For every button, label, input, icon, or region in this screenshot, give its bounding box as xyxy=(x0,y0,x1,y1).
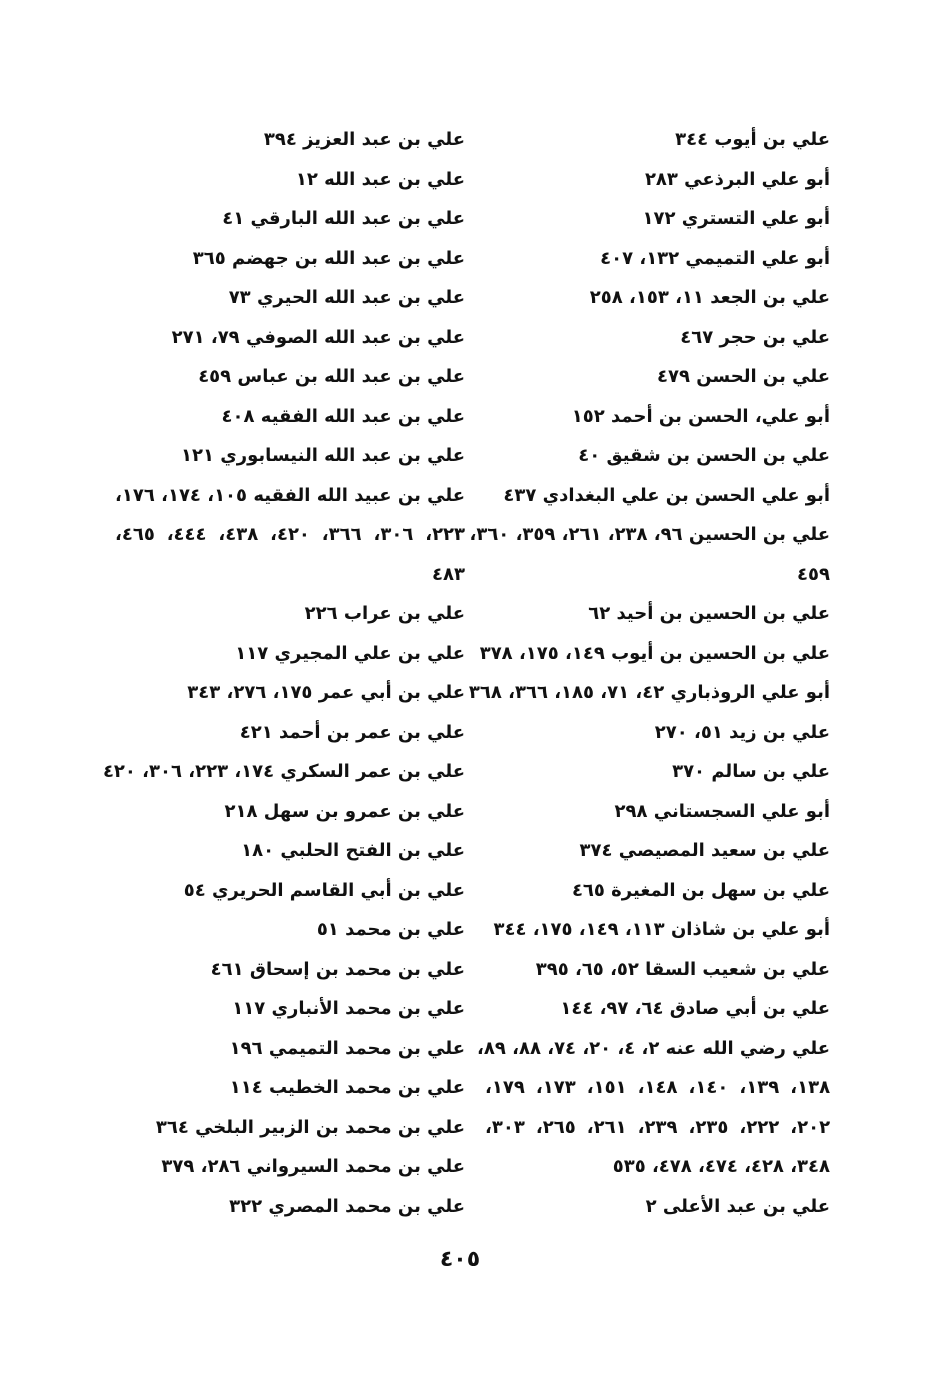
index-entry: علي بن الحسين بن أيوب ١٤٩، ١٧٥، ٣٧٨ xyxy=(479,642,830,664)
index-entry-continuation: ٤٥٩ xyxy=(797,563,830,585)
index-entry-continuation: ٢٢٣، ٣٠٦، ٣٦٦، ٤٢٠، ٤٣٨، ٤٤٤، ٤٦٥، xyxy=(115,524,466,545)
index-entry-continuation: ١٣٨، ١٣٩، ١٤٠، ١٤٨، ١٥١، ١٧٣، ١٧٩، xyxy=(485,1077,831,1098)
index-entry: علي بن أيوب ٣٤٤ xyxy=(675,129,830,150)
index-entry: علي بن سعيد المصيصي ٣٧٤ xyxy=(579,840,830,861)
index-entry: علي بن أبي عمر ١٧٥، ٢٧٦، ٣٤٣ xyxy=(187,682,465,703)
index-entry-continuation: ٢٠٢، ٢٢٢، ٢٣٥، ٢٣٩، ٢٦١، ٢٦٥، ٣٠٣، xyxy=(485,1116,831,1138)
index-entry: علي بن عبد الله الحيري ٧٣ xyxy=(228,287,465,308)
index-entry: علي بن الفتح الحلبي ١٨٠ xyxy=(241,840,465,861)
page-number: ٤٠٥ xyxy=(439,1247,481,1272)
index-entry: علي بن سالم ٣٧٠ xyxy=(672,761,830,782)
index-entry: أبو علي التستري ١٧٢ xyxy=(642,208,830,229)
index-entry: علي بن حجر ٤٦٧ xyxy=(680,326,830,348)
index-entry: علي بن سهل بن المغيرة ٤٦٥ xyxy=(571,879,830,901)
index-entry: علي بن محمد ٥١ xyxy=(316,919,465,940)
index-entry: علي بن الجعد ١١، ١٥٣، ٢٥٨ xyxy=(589,287,830,308)
index-entry-continuation: ٤٨٣ xyxy=(432,563,465,585)
index-entry: علي بن عبد الله البارقي ٤١ xyxy=(222,208,465,229)
index-entry: علي بن عبد الله الفقيه ٤٠٨ xyxy=(221,405,465,427)
index-entry: علي بن عبد الله الصوفي ٧٩، ٢٧١ xyxy=(171,326,465,348)
index-entry: علي بن عبد الله بن عباس ٤٥٩ xyxy=(198,366,465,387)
index-entry: أبو علي الحسن بن علي البغدادي ٤٣٧ xyxy=(503,484,830,506)
index-column-left xyxy=(102,120,466,1226)
index-entry: علي بن علي المجيري ١١٧ xyxy=(235,642,465,664)
index-entry: علي بن أبي صادق ٦٤، ٩٧، ١٤٤ xyxy=(560,998,830,1019)
index-entry-continuation: ٣٤٨، ٤٢٨، ٤٧٤، ٤٧٨، ٥٣٥ xyxy=(612,1156,830,1177)
index-entry: علي رضي الله عنه ٢، ٤، ٢٠، ٧٤، ٨٨، ٨٩، xyxy=(477,1037,830,1059)
index-entry: أبو علي الروذباري ٤٢، ٧١، ١٨٥، ٣٦٦، ٣٦٨ xyxy=(468,682,830,703)
index-entry: علي بن الحسن ٤٧٩ xyxy=(657,366,830,387)
index-entry: علي بن عمر السكري ١٧٤، ٢٢٣، ٣٠٦، ٤٢٠ xyxy=(102,761,465,782)
index-entry: أبو علي التميمي ١٣٢، ٤٠٧ xyxy=(600,247,830,269)
index-entry: أبو علي البرذعي ٢٨٣ xyxy=(644,168,830,190)
index-entry: أبو علي بن شاذان ١١٣، ١٤٩، ١٧٥، ٣٤٤ xyxy=(493,919,830,940)
index-entry: علي بن شعيب السقا ٥٢، ٦٥، ٣٩٥ xyxy=(535,958,830,980)
index-entry: علي بن عبد العزيز ٣٩٤ xyxy=(263,129,465,150)
index-column-right xyxy=(468,120,831,1226)
index-entry: علي بن زيد ٥١، ٢٧٠ xyxy=(654,721,830,743)
index-entry: علي بن عبد الأعلى ٢ xyxy=(645,1195,830,1217)
index-entry: علي بن محمد الأنباري ١١٧ xyxy=(232,998,465,1019)
index-entry: علي بن محمد المصري ٣٢٢ xyxy=(229,1195,465,1217)
index-entry: علي بن الحسن بن شقيق ٤٠ xyxy=(578,445,830,466)
index-entry: علي بن عمر بن أحمد ٤٢١ xyxy=(239,721,465,743)
index-entry: علي بن عبد الله بن جهضم ٣٦٥ xyxy=(192,247,465,269)
index-entry: علي بن محمد الخطيب ١١٤ xyxy=(229,1077,465,1098)
index-entry: علي بن عبيد الله الفقيه ١٠٥، ١٧٤، ١٧٦، xyxy=(115,484,466,506)
index-entry: علي بن محمد السيرواني ٢٨٦، ٣٧٩ xyxy=(161,1156,465,1177)
index-entry: علي بن محمد بن الزبير البلخي ٣٦٤ xyxy=(155,1116,465,1138)
index-entry: أبو علي، الحسن بن أحمد ١٥٢ xyxy=(571,405,830,427)
index-entry: علي بن محمد التميمي ١٩٦ xyxy=(229,1037,465,1059)
index-entry: علي بن محمد بن إسحاق ٤٦١ xyxy=(210,958,465,980)
index-entry: علي بن عبد الله ١٢ xyxy=(295,168,465,190)
index-entry: علي بن عراب ٢٢٦ xyxy=(304,603,465,624)
index-entry: علي بن عبد الله النيسابوري ١٢١ xyxy=(181,445,465,466)
index-entry: علي بن الحسين ٩٦، ٢٣٨، ٢٦١، ٣٥٩، ٣٦٠، xyxy=(469,524,830,545)
index-entry: علي بن الحسين بن أحيد ٦٢ xyxy=(588,603,830,624)
index-entry: علي بن أبي القاسم الحريري ٥٤ xyxy=(183,879,465,901)
index-entry: علي بن عمرو بن سهل ٢١٨ xyxy=(224,800,465,822)
index-entry: أبو علي السجستاني ٢٩٨ xyxy=(614,800,830,822)
